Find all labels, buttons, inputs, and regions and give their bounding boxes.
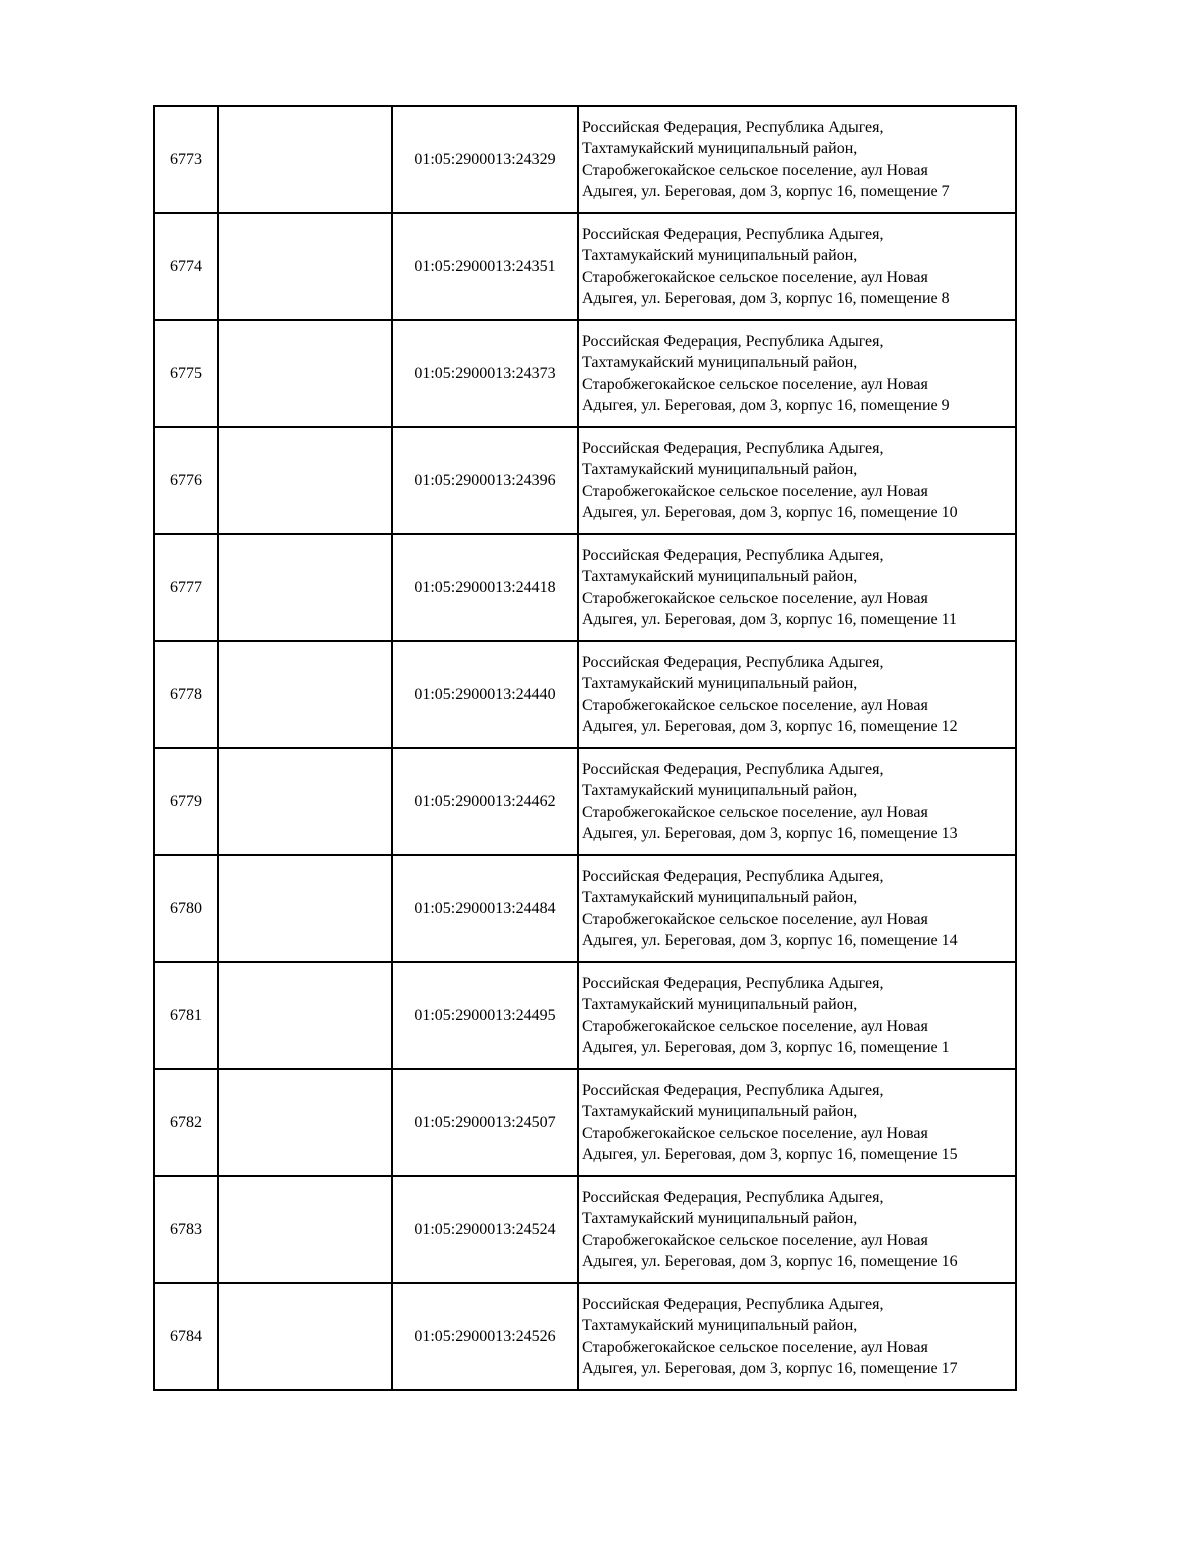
table-row [154,106,1016,213]
table-row [154,320,1016,427]
owner-cell [218,855,392,962]
cadastral-number-cell: 01:05:2900013:24507 [392,1069,578,1176]
cadastral-number-cell: 01:05:2900013:24526 [392,1283,578,1390]
table-row [154,641,1016,748]
table-row [154,748,1016,855]
address-cell: Российская Федерация, Республика Адыгея, Тахтамукайский муниципальный район, Старобжегокайское сельское поселение, аул Новая Адыгея, ул. Береговая, дом 3, корпус 16, помещение 14 [578,855,1016,962]
registry-table-body [154,106,1016,1390]
address-cell: Российская Федерация, Республика Адыгея, Тахтамукайский муниципальный район, Старобжегокайское сельское поселение, аул Новая Адыгея, ул. Береговая, дом 3, корпус 16, помещение 11 [578,534,1016,641]
cadastral-number-cell: 01:05:2900013:24351 [392,213,578,320]
address-cell: Российская Федерация, Республика Адыгея, Тахтамукайский муниципальный район, Старобжегокайское сельское поселение, аул Новая Адыгея, ул. Береговая, дом 3, корпус 16, помещение 16 [578,1176,1016,1283]
address-cell: Российская Федерация, Республика Адыгея, Тахтамукайский муниципальный район, Старобжегокайское сельское поселение, аул Новая Адыгея, ул. Береговая, дом 3, корпус 16, помещение 8 [578,213,1016,320]
owner-cell [218,534,392,641]
cadastral-number-cell: 01:05:2900013:24462 [392,748,578,855]
row-number-cell: 6781 [154,962,218,1069]
owner-cell [218,962,392,1069]
row-number-cell: 6782 [154,1069,218,1176]
owner-cell [218,1176,392,1283]
owner-cell [218,213,392,320]
address-cell: Российская Федерация, Республика Адыгея, Тахтамукайский муниципальный район, Старобжегокайское сельское поселение, аул Новая Адыгея, ул. Береговая, дом 3, корпус 16, помещение 1 [578,962,1016,1069]
cadastral-number-cell: 01:05:2900013:24418 [392,534,578,641]
owner-cell [218,641,392,748]
cadastral-number-cell: 01:05:2900013:24329 [392,106,578,213]
address-cell: Российская Федерация, Республика Адыгея, Тахтамукайский муниципальный район, Старобжегокайское сельское поселение, аул Новая Адыгея, ул. Береговая, дом 3, корпус 16, помещение 7 [578,106,1016,213]
table-row [154,1283,1016,1390]
row-number-cell: 6775 [154,320,218,427]
row-number-cell: 6777 [154,534,218,641]
table-row [154,213,1016,320]
cadastral-number-cell: 01:05:2900013:24396 [392,427,578,534]
owner-cell [218,427,392,534]
owner-cell [218,1283,392,1390]
owner-cell [218,1069,392,1176]
cadastral-number-cell: 01:05:2900013:24524 [392,1176,578,1283]
address-cell: Российская Федерация, Республика Адыгея, Тахтамукайский муниципальный район, Старобжегокайское сельское поселение, аул Новая Адыгея, ул. Береговая, дом 3, корпус 16, помещение 13 [578,748,1016,855]
cadastral-number-cell: 01:05:2900013:24440 [392,641,578,748]
table-row [154,1069,1016,1176]
row-number-cell: 6773 [154,106,218,213]
table-row [154,534,1016,641]
address-cell: Российская Федерация, Республика Адыгея, Тахтамукайский муниципальный район, Старобжегокайское сельское поселение, аул Новая Адыгея, ул. Береговая, дом 3, корпус 16, помещение 17 [578,1283,1016,1390]
row-number-cell: 6783 [154,1176,218,1283]
row-number-cell: 6778 [154,641,218,748]
owner-cell [218,320,392,427]
row-number-cell: 6779 [154,748,218,855]
address-cell: Российская Федерация, Республика Адыгея, Тахтамукайский муниципальный район, Старобжегокайское сельское поселение, аул Новая Адыгея, ул. Береговая, дом 3, корпус 16, помещение 15 [578,1069,1016,1176]
address-cell: Российская Федерация, Республика Адыгея, Тахтамукайский муниципальный район, Старобжегокайское сельское поселение, аул Новая Адыгея, ул. Береговая, дом 3, корпус 16, помещение 10 [578,427,1016,534]
owner-cell [218,106,392,213]
table-row [154,855,1016,962]
table-row [154,962,1016,1069]
owner-cell [218,748,392,855]
cadastral-number-cell: 01:05:2900013:24495 [392,962,578,1069]
address-cell: Российская Федерация, Республика Адыгея, Тахтамукайский муниципальный район, Старобжегокайское сельское поселение, аул Новая Адыгея, ул. Береговая, дом 3, корпус 16, помещение 9 [578,320,1016,427]
row-number-cell: 6784 [154,1283,218,1390]
cadastral-number-cell: 01:05:2900013:24373 [392,320,578,427]
row-number-cell: 6776 [154,427,218,534]
registry-table [153,105,1017,1391]
cadastral-number-cell: 01:05:2900013:24484 [392,855,578,962]
row-number-cell: 6774 [154,213,218,320]
row-number-cell: 6780 [154,855,218,962]
table-row [154,427,1016,534]
address-cell: Российская Федерация, Республика Адыгея, Тахтамукайский муниципальный район, Старобжегокайское сельское поселение, аул Новая Адыгея, ул. Береговая, дом 3, корпус 16, помещение 12 [578,641,1016,748]
table-row [154,1176,1016,1283]
